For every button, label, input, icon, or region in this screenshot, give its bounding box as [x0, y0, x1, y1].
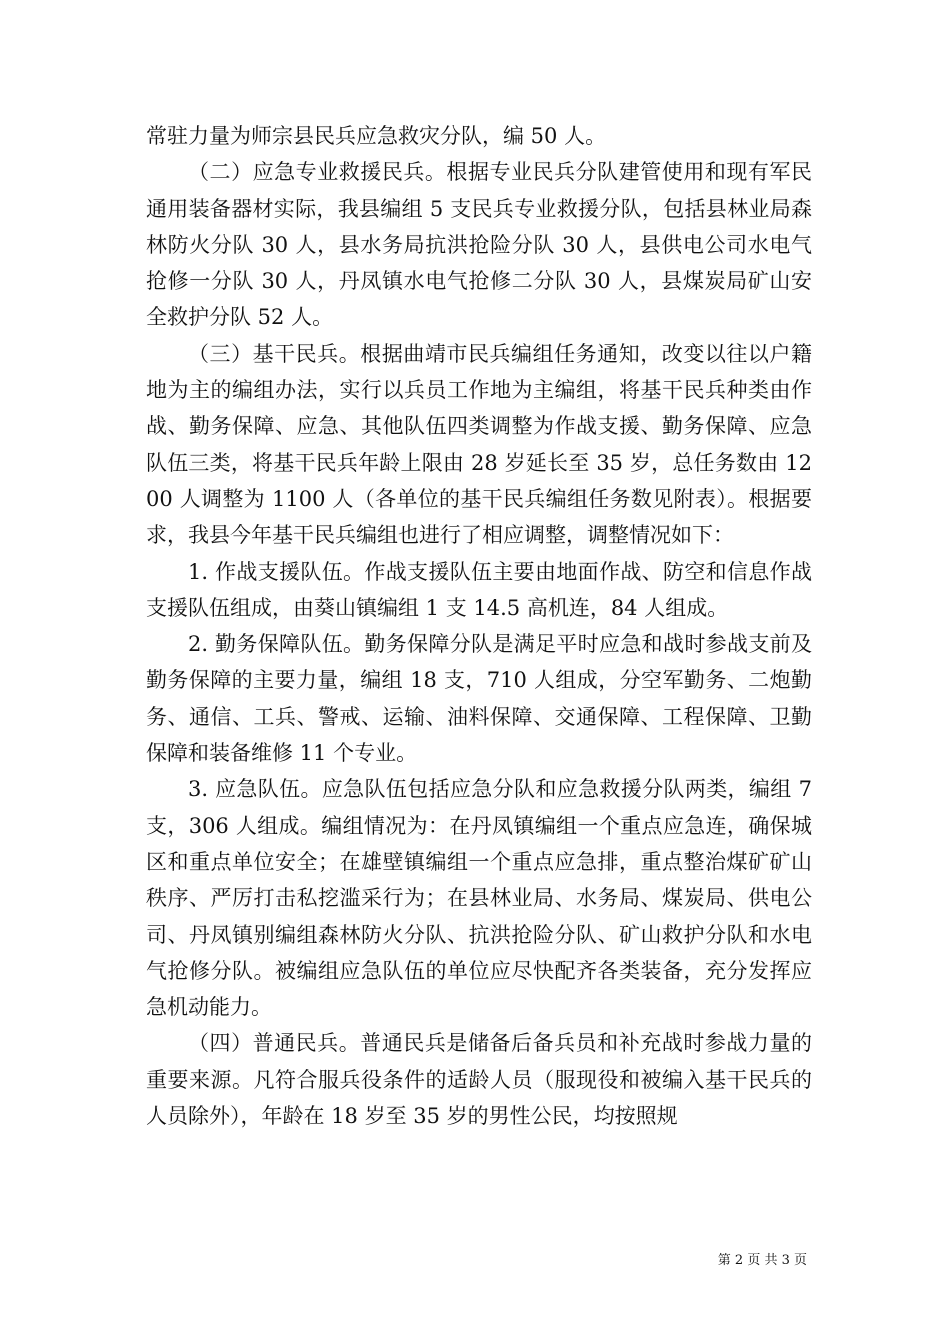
paragraph-ordinary-militia: （四）普通民兵。普通民兵是储备后备兵员和补充战时参战力量的重要来源。凡符合服兵役条件的适龄人员（服现役和被编入基干民兵的人员除外），年龄在 18 岁至 35 岁的男性公民，均按照规: [146, 1031, 812, 1129]
paragraph-combat-support: 1. 作战支援队伍。作战支援队伍主要由地面作战、防空和信息作战支援队伍组成，由葵山镇编组 1 支 14.5 高机连，84 人组成。: [146, 559, 812, 620]
document-body: [146, 118, 812, 1134]
paragraph-core-militia: （三）基干民兵。根据曲靖市民兵编组任务通知，改变以往以户籍地为主的编组办法，实行以兵员工作地为主编组，将基干民兵种类由作战、勤务保障、应急、其他队伍四类调整为作战支援、勤务保障、应急队伍三类，将基干民兵年龄上限由 28 岁延长至 35 岁，总任务数由 1200 人调整为 1100 人（各单位的基干民兵编组任务数见附表）。根据要求，我县今年基干民兵编组也进行了相应调整，调整情况如下：: [146, 341, 812, 548]
paragraph-emergency-rescue-militia: （二）应急专业救援民兵。根据专业民兵分队建管使用和现有军民通用装备器材实际，我县编组 5 支民兵专业救援分队，包括县林业局森林防火分队 30 人，县水务局抗洪抢险分队 30 人，县供电公司水电气抢修一分队 30 人，丹凤镇水电气抢修二分队 30 人，县煤炭局矿山安全救护分队 52 人。: [146, 160, 812, 330]
paragraph-service-support: 2. 勤务保障队伍。勤务保障分队是满足平时应急和战时参战支前及勤务保障的主要力量，编组 18 支，710 人组成，分空军勤务、二炮勤务、通信、工兵、警戒、运输、油料保障、交通保障、工程保障、卫勤保障和装备维修 11 个专业。: [146, 632, 812, 766]
paragraph-emergency-teams: 3. 应急队伍。应急队伍包括应急分队和应急救援分队两类，编组 7 支，306 人组成。编组情况为：在丹凤镇编组一个重点应急连，确保城区和重点单位安全；在雄壁镇编组一个重点应急排，重点整治煤矿矿山秩序、严厉打击私挖滥采行为；在县林业局、水务局、煤炭局、供电公司、丹凤镇别编组森林防火分队、抗洪抢险分队、矿山救护分队和水电气抢修分队。被编组应急队伍的单位应尽快配齐各类装备，充分发挥应急机动能力。: [146, 777, 812, 1020]
paragraph-continuation: 常驻力量为师宗县民兵应急救灾分队，编 50 人。: [146, 124, 607, 148]
page-number-footer: 第 2 页 共 3 页: [717, 1253, 807, 1268]
